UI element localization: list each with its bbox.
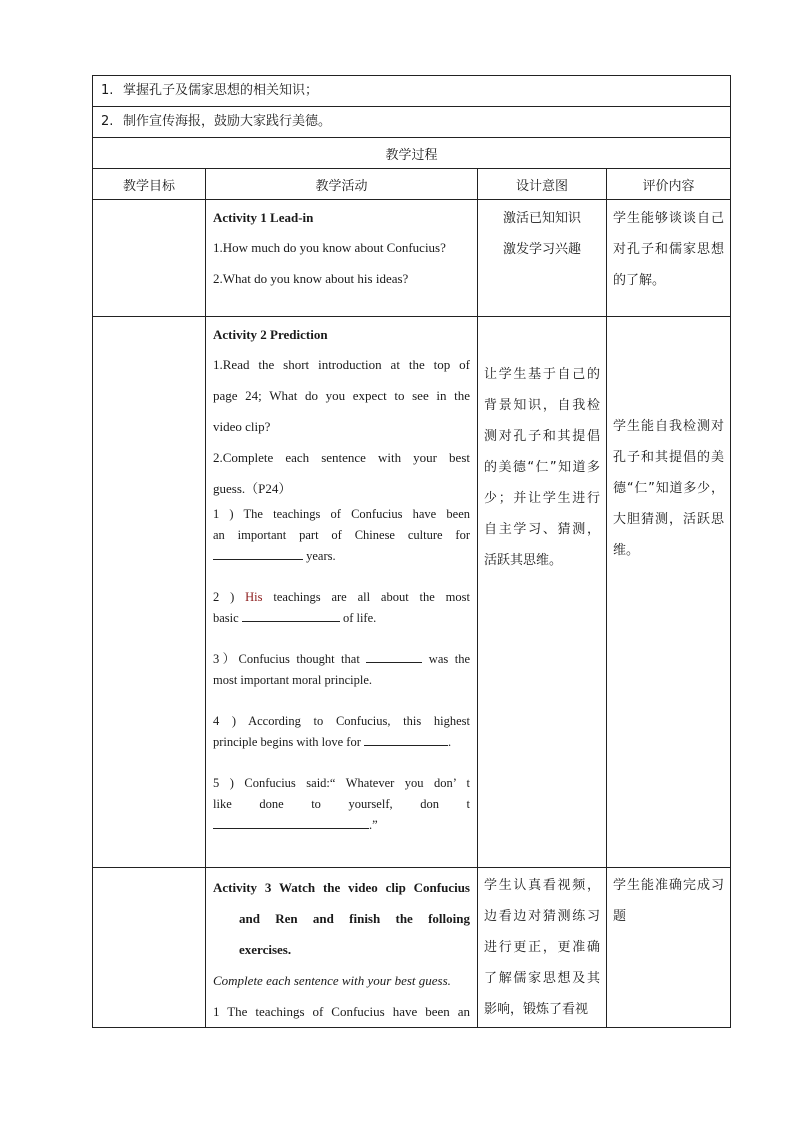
sentence-3-after: was the (422, 652, 470, 666)
section-title: 教学过程 (93, 138, 731, 169)
objective-1-text: 掌握孔子及儒家思想的相关知识； (123, 83, 319, 98)
header-row (93, 169, 731, 200)
sentence-5-blank[interactable] (213, 816, 369, 829)
activity-1-title: Activity 1 Lead-in (213, 210, 314, 225)
objective-2 (93, 107, 730, 137)
sentence-1-tail: years. (303, 549, 336, 563)
activity-3-goal-cell (93, 868, 206, 1028)
objective-1 (93, 76, 730, 106)
sentence-3-before: 3）Confucius thought that (213, 652, 367, 666)
sentence-3-line-1 (213, 649, 470, 670)
sentence-5-tail: .” (369, 818, 378, 832)
sentence-2-line-1 (213, 587, 470, 608)
activity-2-evaluation-cell (607, 317, 731, 868)
sentence-4-line-1: 4 ) According to Confucius, this highest (213, 714, 470, 728)
sentence-3-blank[interactable] (366, 650, 422, 663)
lesson-plan-table (92, 75, 731, 1028)
activity-2-row (93, 317, 731, 868)
sentence-2-blank[interactable] (242, 609, 340, 622)
objective-2-text: 制作宣传海报，鼓励大家践行美德。 (123, 114, 332, 129)
activity-1-goal-cell (93, 200, 206, 317)
header-evaluation: 评价内容 (607, 169, 731, 200)
activity-1-design-line-1: 激活已知知识 (502, 211, 581, 226)
activity-3-title-line-1: Activity 3 Watch the video clip Confucius (213, 880, 470, 895)
sentence-2-number: 2 ) (213, 590, 246, 604)
activity-2-design-cell (478, 317, 607, 868)
activity-2-goal-cell (93, 317, 206, 868)
objective-2-number: 2. (101, 114, 114, 129)
activity-2-title: Activity 2 Prediction (213, 327, 328, 342)
objective-1-number: 1. (101, 83, 114, 98)
sentence-1-line-3 (213, 546, 470, 567)
activity-2-task-1-line-2: page 24; What do you expect to see in the (213, 388, 470, 403)
activity-3-title-line-3: exercises. (239, 942, 292, 957)
sentence-2-line-2-after: of life. (339, 611, 377, 625)
sentence-2-line-2 (213, 608, 470, 629)
sentence-4-before: principle begins with love for (213, 735, 365, 749)
sentence-3-line-2: most important moral principle. (213, 673, 372, 687)
sentence-1-blank[interactable] (213, 547, 303, 560)
activity-2-cell (206, 317, 478, 868)
header-goal: 教学目标 (93, 169, 206, 200)
activity-3-sentence-1: 1 The teachings of Confucius have been an (213, 1004, 470, 1019)
activity-3-evaluation-cell (607, 868, 731, 1028)
sentence-5-line-1: 5 ) Confucius said:“ Whatever you don’ t (213, 776, 470, 790)
activity-2-task-2-line-2: guess.（P24） (213, 481, 292, 496)
sentence-2-his: His (245, 590, 263, 604)
activity-3-design-cell (478, 868, 607, 1028)
activity-1-design-cell (478, 200, 607, 317)
sentence-1-line-2: an important part of Chinese culture for (213, 528, 470, 542)
sentence-5-line-2: like done to yourself, don t (213, 797, 470, 811)
sentence-4-after: . (448, 735, 452, 749)
activity-3-row (93, 868, 731, 1028)
objective-row-1 (93, 76, 731, 107)
activity-2-design: 让学生基于自己的背景知识，自我检测对孔子和其提倡的美德“仁”知道多少；并让学生进行自主学习、猜测，活跃其思维。 (484, 367, 600, 568)
activity-2-task-2-line-1: 2.Complete each sentence with your best (213, 450, 470, 465)
activity-1-cell (206, 200, 478, 317)
objective-row-2 (93, 107, 731, 138)
activity-3-instruction: Complete each sentence with your best guess. (213, 973, 451, 988)
sentence-5-line-3 (213, 815, 470, 836)
sentence-2-line-2-before: basic (213, 611, 242, 625)
activity-3-title-line-2: and Ren and finish the folloing (239, 911, 470, 926)
sentence-2-rest: teachings are all about the most (262, 590, 470, 604)
activity-3-design: 学生认真看视频，边看边对猜测练习进行更正，更准确了解儒家思想及其影响，锻炼了看视 (484, 878, 600, 1017)
activity-3-cell (206, 868, 478, 1028)
activity-2-evaluation: 学生能自我检测对孔子和其提倡的美德“仁”知道多少，大胆猜测，活跃思维。 (613, 419, 725, 558)
sentence-4-line-2 (213, 732, 470, 753)
activity-1-question-2: 2.What do you know about his ideas? (213, 271, 409, 286)
activity-3-evaluation: 学生能准确完成习题 (613, 878, 725, 924)
sentence-1-line-1: 1 ) The teachings of Confucius have been (213, 507, 470, 521)
section-title-row (93, 138, 731, 169)
activity-1-row (93, 200, 731, 317)
activity-1-evaluation-cell (607, 200, 731, 317)
sentence-4-blank[interactable] (364, 733, 448, 746)
activity-1-question-1: 1.How much do you know about Confucius? (213, 240, 446, 255)
header-activity: 教学活动 (206, 169, 478, 200)
activity-2-task-1-line-3: video clip? (213, 419, 271, 434)
activity-1-evaluation: 学生能够谈谈自己对孔子和儒家思想的了解。 (613, 211, 725, 288)
activity-2-task-1-line-1: 1.Read the short introduction at the top of (213, 357, 470, 372)
activity-1-design-line-2: 激发学习兴趣 (502, 242, 581, 257)
header-design: 设计意图 (478, 169, 607, 200)
